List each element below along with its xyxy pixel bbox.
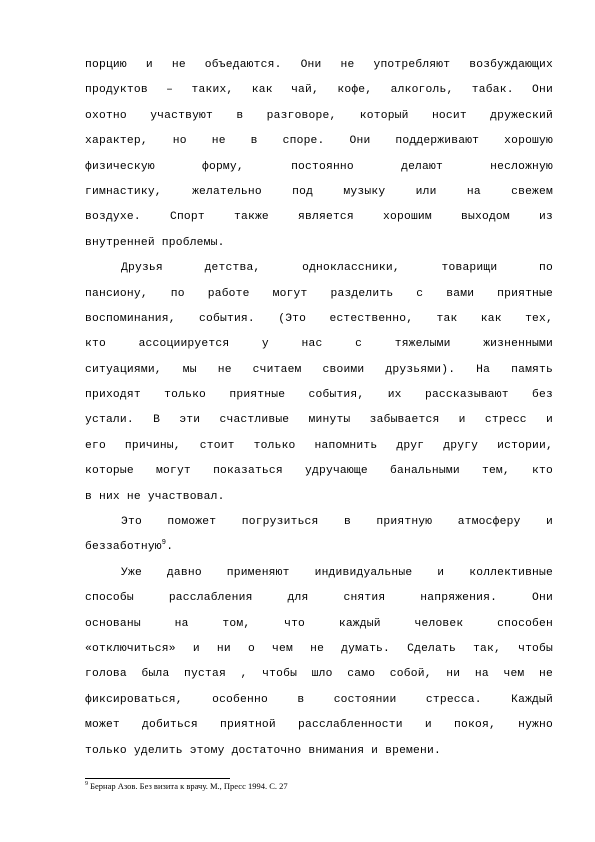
text-line: воздухе. Спорт также является хорошим выходом из: [85, 211, 553, 224]
text-line: физическую форму, постоянно делают несложную: [85, 160, 553, 173]
text-line: воспоминания, события. (Это естественно, так как тех,: [85, 312, 553, 325]
text-line: ситуациями, мы не считаем своими друзьями). На память: [85, 363, 553, 376]
text-fragment: .: [166, 541, 174, 554]
text-line: устали. В эти счастливые минуты забывается и стресс и: [85, 414, 553, 427]
text-line: в них не участвовал.: [85, 490, 225, 503]
text-line: [85, 535, 553, 560]
text-line: продуктов – таких, как чай, кофе, алкоголь, табак. Они: [85, 84, 553, 97]
text-line: характер, но не в споре. Они поддерживают хорошую: [85, 135, 553, 148]
text-line: может добиться приятной расслабленности и покоя, нужно: [85, 719, 553, 732]
footnote-reference[interactable]: 9: [161, 539, 167, 548]
text-line: только уделить этому достаточно внимания и времени.: [85, 744, 441, 757]
paragraph: [85, 561, 553, 764]
footnote: [85, 781, 288, 791]
text-line: охотно участвуют в разговоре, который носит дружеский: [85, 109, 553, 122]
text-line: «отключиться» и ни о чем не думать. Сделать так, чтобы: [85, 642, 553, 655]
footnote-divider: [85, 778, 230, 779]
text-line: Это поможет погрузиться в приятную атмосферу и: [121, 516, 553, 529]
footnote-number: 9: [85, 781, 88, 788]
text-line: основаны на том, что каждый человек способен: [85, 617, 553, 630]
text-line: внутренней проблемы.: [85, 236, 225, 249]
text-line: Друзья детства, одноклассники, товарищи по: [121, 262, 553, 275]
text-line: гимнастику, желательно под музыку или на свежем: [85, 185, 553, 198]
text-line: голова была пустая , чтобы шло само собой, ни на чем не: [85, 668, 553, 681]
text-line: его причины, стоит только напомнить друг другу истории,: [85, 439, 553, 452]
text-line: приходят только приятные события, их рассказывают без: [85, 389, 553, 402]
footnote-text: Бернар Азов. Без визита к врачу. М., Пресс 1994. С. 27: [90, 781, 288, 791]
text-line: пансиону, по работе могут разделить с вами приятные: [85, 287, 553, 300]
paragraph: [85, 53, 553, 256]
text-line: которые могут показаться удручающе банальными тем, кто: [85, 465, 553, 478]
body-text: [85, 53, 553, 764]
text-line: кто ассоциируется у нас с тяжелыми жизненными: [85, 338, 553, 351]
text-fragment: беззаботную: [85, 541, 162, 554]
text-line: фиксироваться, особенно в состоянии стресса. Каждый: [85, 693, 553, 706]
paragraph: [85, 510, 553, 561]
text-line: порцию и не объедаются. Они не употребляют возбуждающих: [85, 59, 553, 71]
text-line: способы расслабления для снятия напряжения. Они: [85, 592, 553, 605]
paragraph: [85, 256, 553, 510]
text-line: Уже давно применяют индивидуальные и коллективные: [121, 566, 553, 579]
